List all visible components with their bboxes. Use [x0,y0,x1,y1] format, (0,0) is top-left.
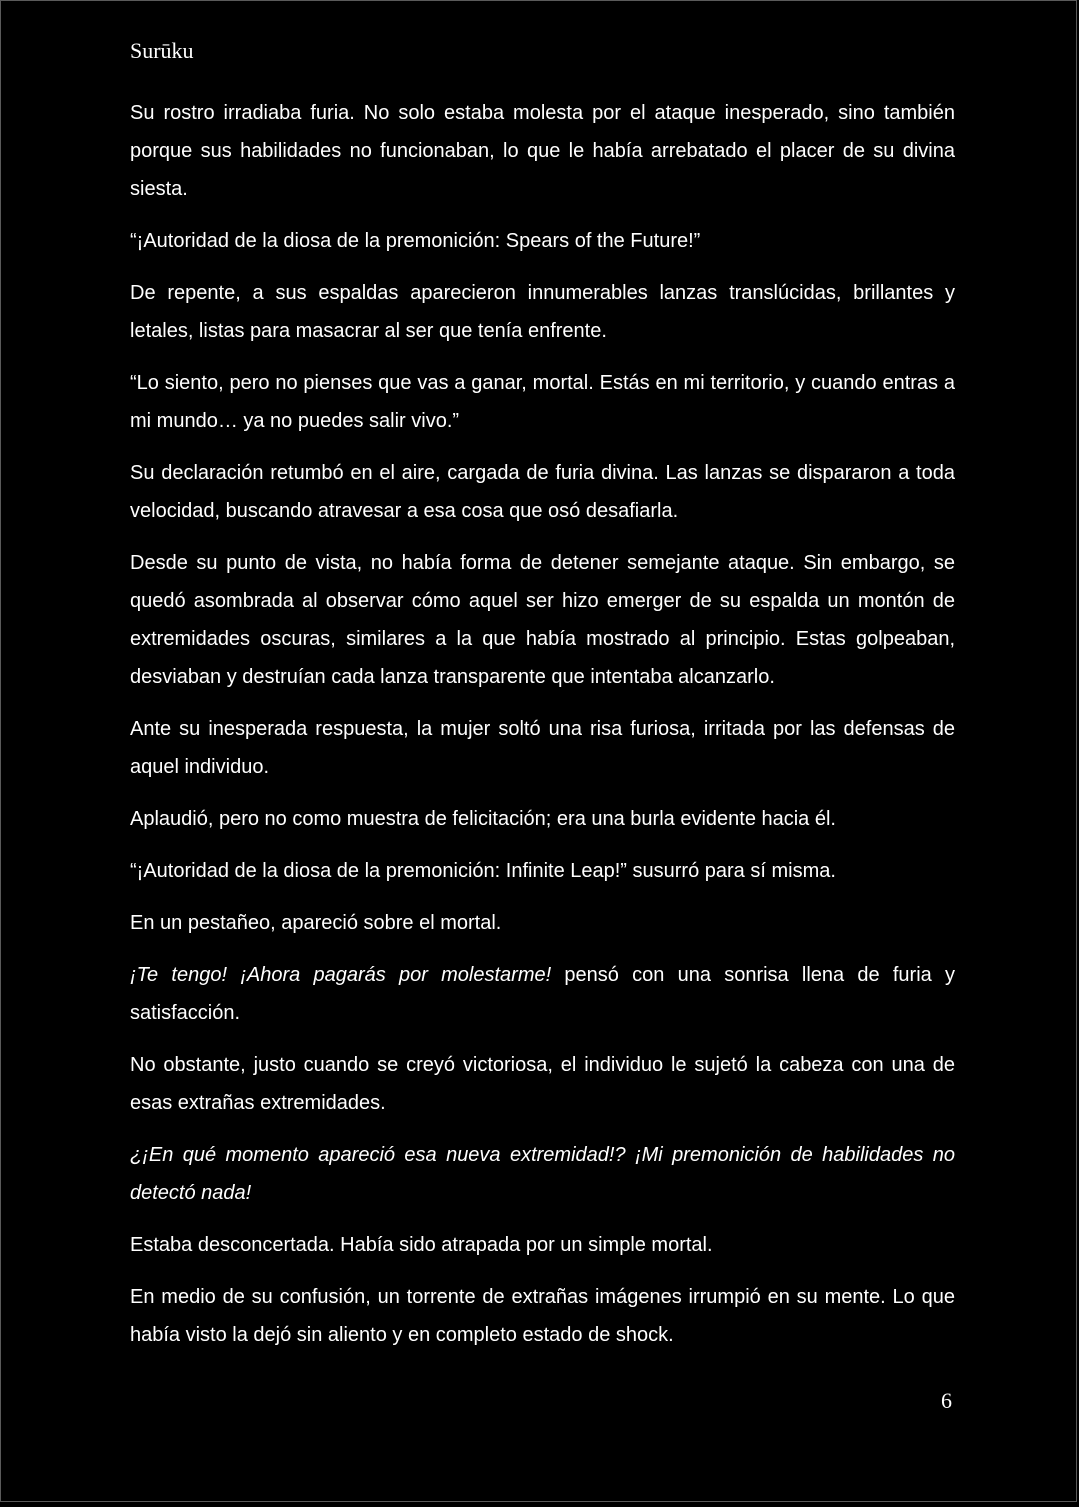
paragraph-13: ¿¡En qué momento apareció esa nueva extremidad!? ¡Mi premonición de habilidades no detectó nada! [130,1144,955,1204]
running-header: Surūku [130,38,194,63]
paragraph-15: En medio de su confusión, un torrente de extrañas imágenes irrumpió en su mente. Lo que había visto la dejó sin aliento y en completo estado de shock. [130,1286,955,1346]
paragraph-12: No obstante, justo cuando se creyó victoriosa, el individuo le sujetó la cabeza con una de esas extrañas extremidades. [130,1054,955,1114]
paragraph-9: “¡Autoridad de la diosa de la premonición: Infinite Leap!” susurró para sí misma. [130,860,836,882]
paragraph-4: “Lo siento, pero no pienses que vas a ganar, mortal. Estás en mi territorio, y cuando entras a mi mundo… ya no puedes salir vivo.” [130,372,955,432]
paragraph-7: Ante su inesperada respuesta, la mujer soltó una risa furiosa, irritada por las defensas de aquel individuo. [130,718,955,778]
paragraph-2: “¡Autoridad de la diosa de la premonición: Spears of the Future!” [130,230,701,252]
paragraph-3: De repente, a sus espaldas aparecieron innumerables lanzas translúcidas, brillantes y letales, listas para masacrar al ser que tenía enfrente. [130,282,955,342]
paragraph-5: Su declaración retumbó en el aire, cargada de furia divina. Las lanzas se dispararon a toda velocidad, buscando atravesar a esa cosa que osó desafiarla. [130,462,955,522]
paragraph-11 [130,956,955,1032]
paragraph-11-thought: ¡Te tengo! ¡Ahora pagarás por molestarme! [130,964,552,986]
paragraph-11-narration: pensó con una sonrisa llena de furia y satisfacción. [130,964,955,1024]
paragraph-14: Estaba desconcertada. Había sido atrapada por un simple mortal. [130,1234,713,1256]
page-number: 6 [941,1388,952,1413]
paragraph-8: Aplaudió, pero no como muestra de felicitación; era una burla evidente hacia él. [130,808,836,830]
paragraph-6: Desde su punto de vista, no había forma de detener semejante ataque. Sin embargo, se quedó asombrada al observar cómo aquel ser hizo emerger de su espalda un montón de extremidades oscuras, similares a la que había mostrado al principio. Estas golpeaban, desviaban y destruían cada lanza transparente que intentaba alcanzarlo. [130,552,955,688]
paragraph-1: Su rostro irradiaba furia. No solo estaba molesta por el ataque inesperado, sino también porque sus habilidades no funcionaban, lo que le había arrebatado el placer de su divina siesta. [130,102,955,200]
body-text [130,94,955,1368]
paragraph-10: En un pestañeo, apareció sobre el mortal. [130,912,502,934]
